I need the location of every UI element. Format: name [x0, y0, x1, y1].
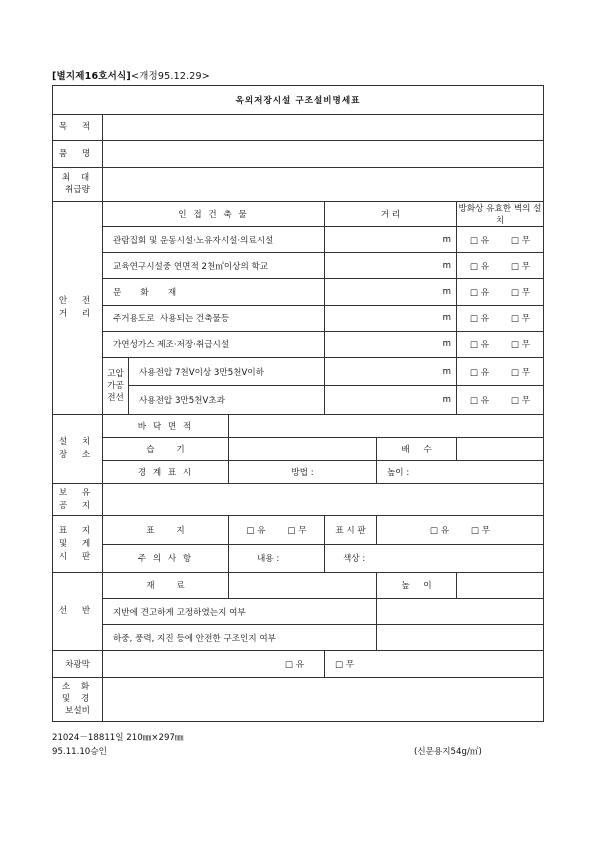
- shelf-height-field[interactable]: [457, 572, 544, 598]
- notice-label: 주 의 사 항: [103, 544, 229, 572]
- open-space-line-2: 공 지: [58, 500, 97, 511]
- shelf-material-label: 재 료: [103, 572, 229, 598]
- safety-distance-label: [53, 201, 103, 414]
- safety-item-1: 관람집회 및 운동시설·노유자시설·의료시설: [103, 227, 325, 253]
- board-label: 표 시 판: [325, 516, 377, 544]
- hv-label-line-3: 전선: [107, 392, 124, 403]
- safety-item-3: 문 화 재: [103, 279, 325, 305]
- signs-line-1: 표 지: [58, 525, 97, 536]
- shelf-question-2: 하중, 풍력, 지진 등에 안전한 구조인지 여부: [103, 625, 377, 651]
- open-space-label: [53, 484, 103, 516]
- hv-label-line-1: 고압: [107, 368, 124, 379]
- shelf-answer-2[interactable]: [377, 625, 544, 651]
- signs-line-3: 시 판: [58, 551, 97, 562]
- install-label-line-2: 장 소: [58, 449, 97, 460]
- fire-line-3: 보설비: [65, 706, 90, 717]
- shelf-height-label: 높 이: [377, 572, 457, 598]
- distance-field-4[interactable]: m: [325, 305, 457, 331]
- form-title: 옥외저장시설 구조설비명세표: [53, 86, 544, 115]
- fire-wall-checkbox-3[interactable]: □ 유 □ 무: [457, 279, 544, 305]
- fire-line-2: 및 경: [61, 694, 94, 705]
- humidity-label: 습 기: [103, 437, 229, 460]
- shelf-label: 선 반: [53, 572, 103, 651]
- max-quantity-line-1: 최 대: [61, 173, 94, 184]
- open-space-field[interactable]: [103, 484, 544, 516]
- max-quantity-line-2: 취급량: [65, 185, 90, 196]
- distance-field-5[interactable]: m: [325, 331, 457, 357]
- safety-label-line-1: 안 전: [58, 295, 97, 306]
- safety-item-2: 교육연구시설중 연면적 2천㎡이상의 학교: [103, 253, 325, 279]
- footer-approval: 95.11.10승인: [52, 747, 107, 757]
- distance-field-7[interactable]: m: [325, 386, 457, 414]
- signs-line-2: 및 게: [58, 538, 97, 549]
- safety-item-4: 주거용도로 사용되는 건축물등: [103, 305, 325, 331]
- item-field[interactable]: [103, 141, 544, 167]
- adjacent-building-header: 인 접 건 축 물: [103, 201, 325, 226]
- purpose-label: 목 적: [53, 115, 103, 141]
- fire-wall-checkbox-7[interactable]: □ 유 □ 무: [457, 386, 544, 414]
- fire-equipment-label: [53, 677, 103, 721]
- drainage-label: 배 수: [377, 437, 457, 460]
- install-label-line-1: 설 치: [58, 436, 97, 447]
- max-quantity-label: [53, 167, 103, 201]
- fire-equipment-field[interactable]: [103, 677, 544, 721]
- shelf-answer-1[interactable]: [377, 598, 544, 624]
- purpose-field[interactable]: [103, 115, 544, 141]
- fire-wall-checkbox-4[interactable]: □ 유 □ 무: [457, 305, 544, 331]
- sign-checkbox[interactable]: □ 유 □ 무: [229, 516, 325, 544]
- footer-code: 21024－18811일 210㎜×297㎜: [52, 733, 184, 743]
- distance-header: 거 리: [325, 201, 457, 226]
- shelf-material-field[interactable]: [229, 572, 377, 598]
- floor-area-label: 바 닥 면 적: [103, 414, 229, 437]
- form-number-label: [52, 68, 210, 82]
- shelf-question-1: 지반에 견고하게 고정하였는지 여부: [103, 598, 377, 624]
- max-quantity-field[interactable]: [103, 167, 544, 201]
- safety-label-line-2: 거 리: [58, 308, 97, 319]
- shade-yes-checkbox[interactable]: □ 유: [103, 651, 325, 677]
- shade-label: 차광막: [53, 651, 103, 677]
- safety-item-5: 가연성가스 제조·저장·취급시설: [103, 331, 325, 357]
- hv-label-line-2: 가공: [107, 380, 124, 391]
- item-label: 품 명: [53, 141, 103, 167]
- floor-area-field[interactable]: [229, 414, 544, 437]
- hv-item-2: 사용전압 3만5천V초과: [129, 386, 325, 414]
- fire-line-1: 소 화: [61, 682, 94, 693]
- distance-field-6[interactable]: m: [325, 358, 457, 386]
- distance-field-1[interactable]: m: [325, 227, 457, 253]
- notice-color-field[interactable]: 색상 :: [325, 544, 544, 572]
- boundary-direction-field[interactable]: 방법 :: [229, 460, 377, 483]
- distance-field-3[interactable]: m: [325, 279, 457, 305]
- humidity-field[interactable]: [229, 437, 377, 460]
- footer-paper: (신문용지54g/㎡): [414, 747, 482, 757]
- fire-wall-header: 방화상 유효한 벽의 설치: [457, 201, 544, 226]
- hv-item-1: 사용전압 7천V이상 3만5천V이하: [129, 358, 325, 386]
- fire-wall-checkbox-1[interactable]: □ 유 □ 무: [457, 227, 544, 253]
- shade-no-checkbox[interactable]: □ 무: [325, 651, 544, 677]
- install-place-label: [53, 414, 103, 484]
- board-checkbox[interactable]: □ 유 □ 무: [377, 516, 544, 544]
- form-number: [별지제16호서식]: [52, 71, 131, 82]
- distance-field-2[interactable]: m: [325, 253, 457, 279]
- boundary-height-field[interactable]: 높이 :: [377, 460, 544, 483]
- fire-wall-checkbox-2[interactable]: □ 유 □ 무: [457, 253, 544, 279]
- boundary-label: 경 계 표 시: [103, 460, 229, 483]
- sign-label: 표 지: [103, 516, 229, 544]
- high-voltage-line-label: [103, 358, 129, 414]
- drainage-field[interactable]: [457, 437, 544, 460]
- signs-label: [53, 516, 103, 572]
- notice-content-field[interactable]: 내용 :: [229, 544, 325, 572]
- open-space-line-1: 보 유: [58, 487, 97, 498]
- fire-wall-checkbox-6[interactable]: □ 유 □ 무: [457, 358, 544, 386]
- structure-spec-form: [52, 85, 544, 722]
- revision-date: <개정95.12.29>: [130, 71, 210, 82]
- fire-wall-checkbox-5[interactable]: □ 유 □ 무: [457, 331, 544, 357]
